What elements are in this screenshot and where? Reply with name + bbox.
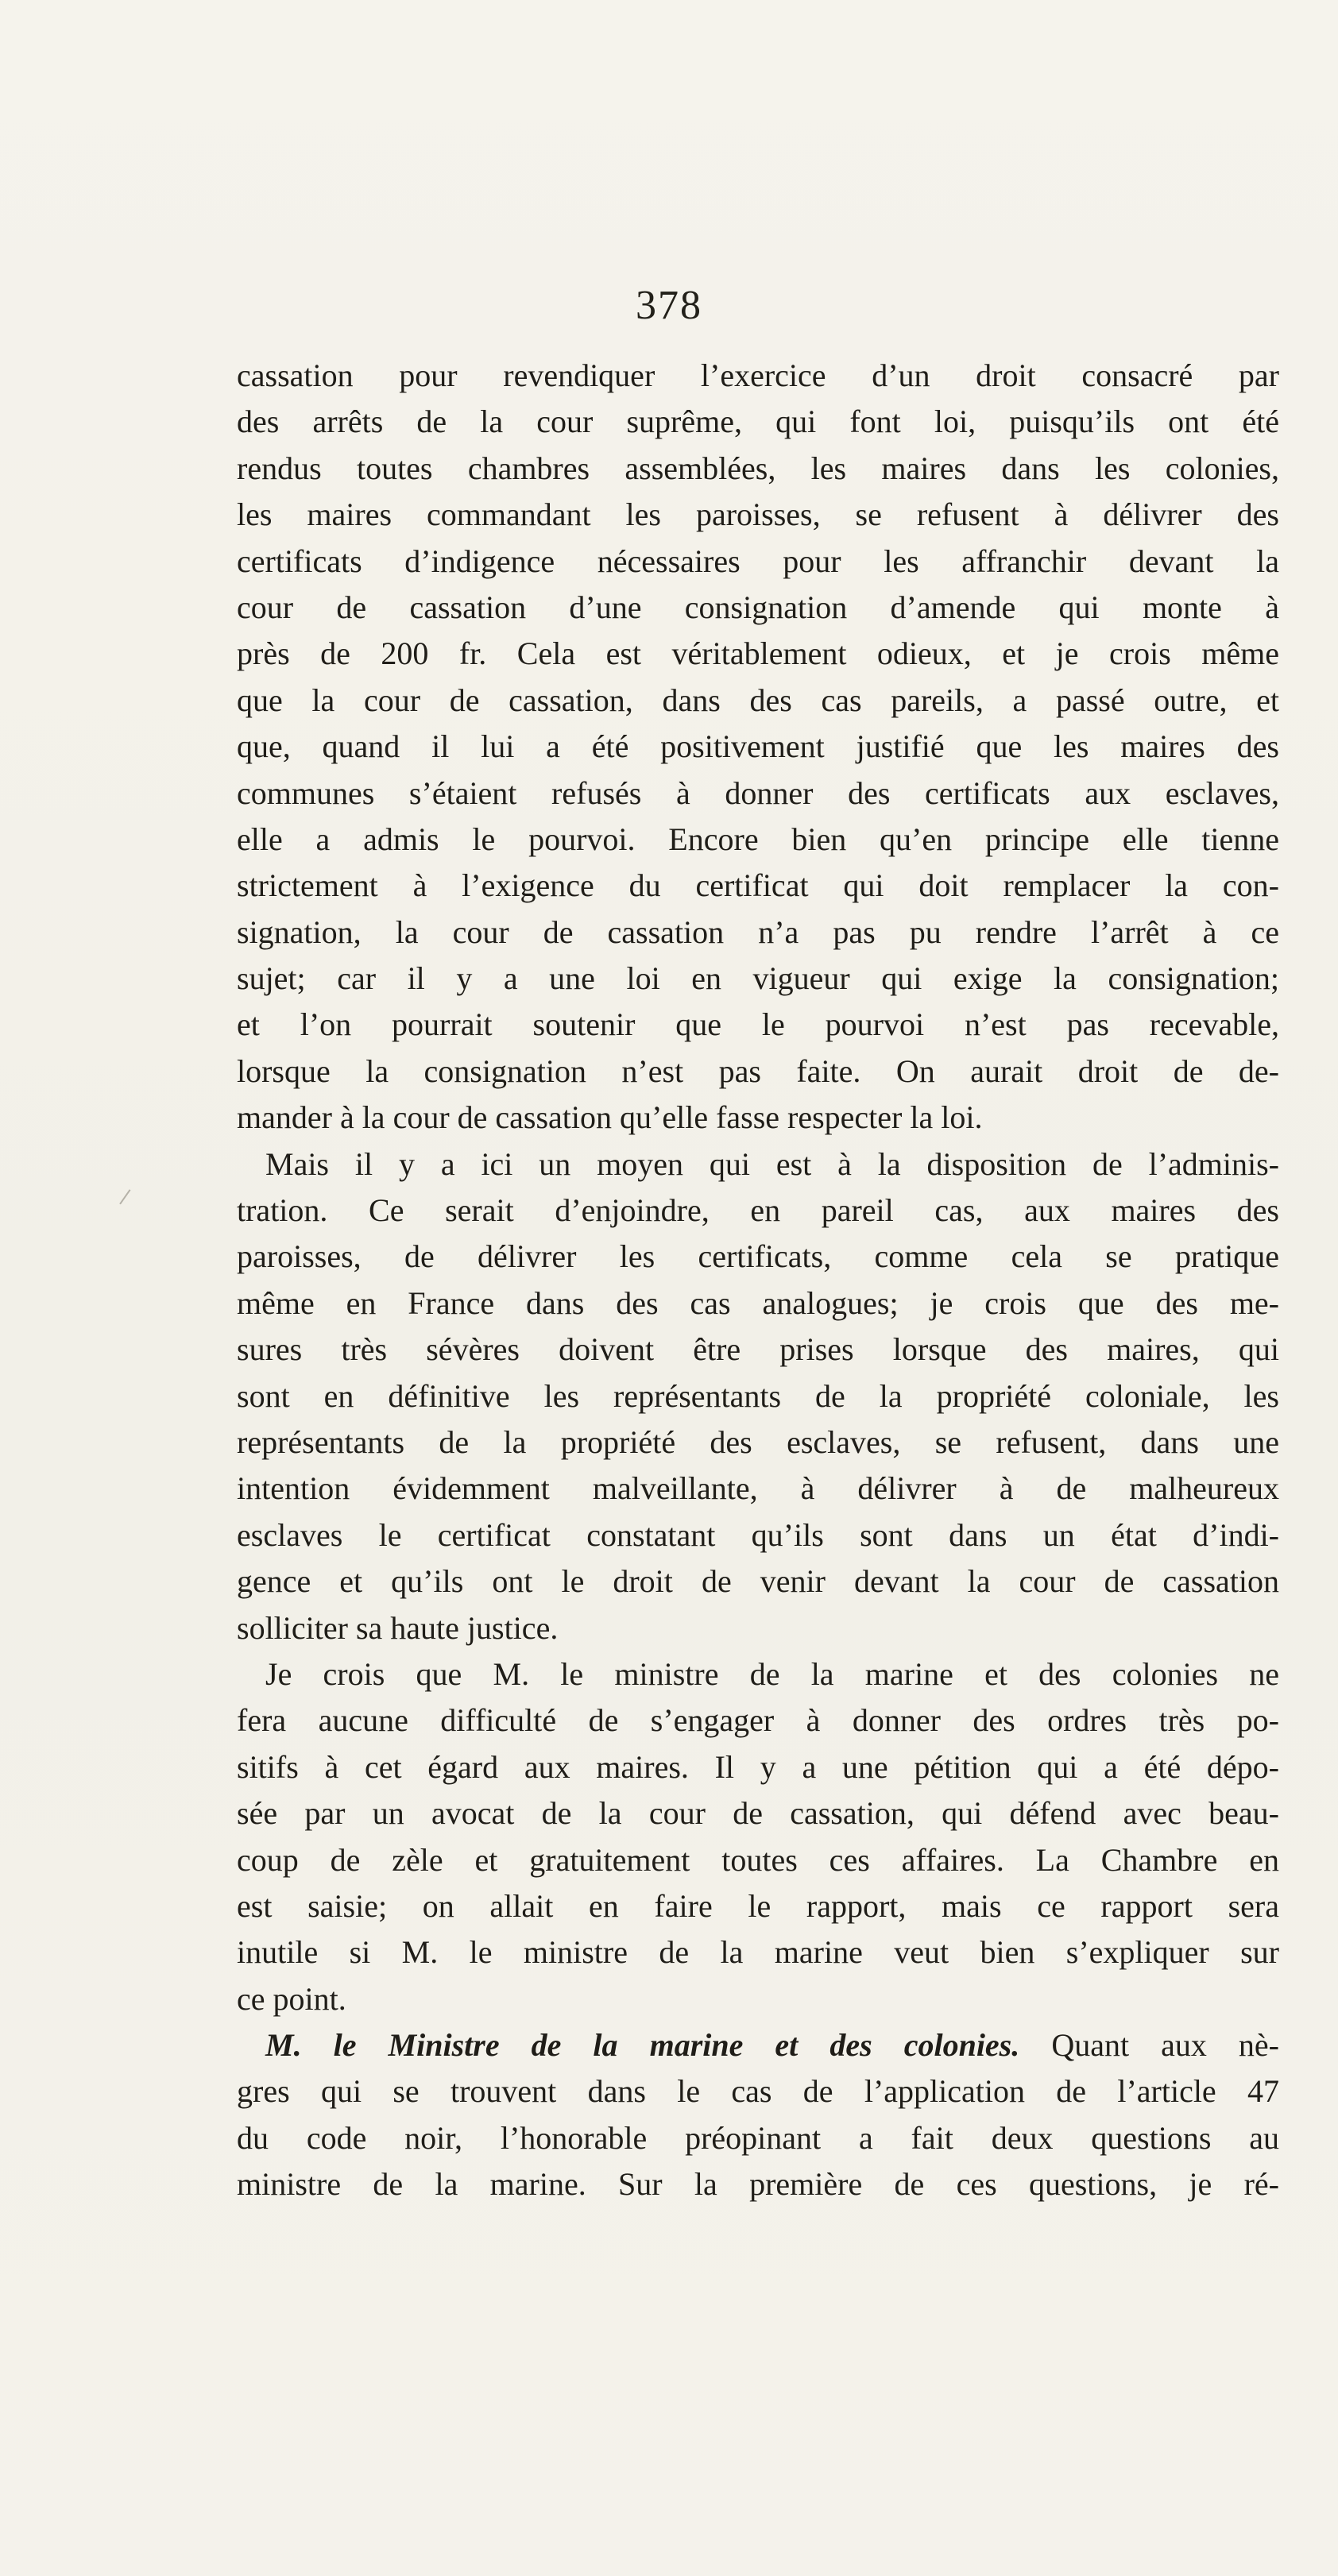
text-line: que la cour de cassation, dans des cas pareils, a passé outre, et — [237, 682, 1279, 718]
text-line: sée par un avocat de la cour de cassation, qui défend avec beau- — [237, 1795, 1279, 1832]
text-line: signation, la cour de cassation n’a pas pu rendre l’arrêt à ce — [237, 913, 1279, 950]
text-line: rendus toutes chambres assemblées, les maires dans les colonies, — [237, 450, 1279, 486]
text-line: inutile si M. le ministre de la marine veut bien s’expliquer sur — [237, 1934, 1279, 1971]
text-line: sujet; car il y a une loi en vigueur qui exige la consignation; — [237, 960, 1279, 997]
text-line: sitifs à cet égard aux maires. Il y a une pétition qui a été dépo- — [237, 1748, 1279, 1785]
text-line: tration. Ce serait d’enjoindre, en pareil cas, aux maires des — [237, 1192, 1279, 1229]
text-line: fera aucune difficulté de s’engager à donner des ordres très po- — [237, 1702, 1279, 1739]
text-line: lorsque la consignation n’est pas faite. On aurait droit de de- — [237, 1052, 1279, 1089]
text-line: gence et qu’ils ont le droit de venir devant la cour de cassation — [237, 1563, 1279, 1600]
margin-pencil-mark — [119, 1189, 133, 1206]
speaker-line — [237, 2022, 1279, 2068]
text-line: solliciter sa haute justice. — [237, 1609, 559, 1646]
text-line: esclaves le certificat constatant qu’ils sont dans un état d’indi- — [237, 1516, 1279, 1553]
text-line: des arrêts de la cour suprême, qui font loi, puisqu’ils ont été — [237, 404, 1279, 440]
text-line: paroisses, de délivrer les certificats, comme cela se pratique — [237, 1238, 1279, 1275]
text-line: les maires commandant les paroisses, se refusent à délivrer des — [237, 496, 1279, 533]
text-line: près de 200 fr. Cela est véritablement odieux, et je crois même — [237, 635, 1279, 672]
text-line: coup de zèle et gratuitement toutes ces affaires. La Chambre en — [237, 1841, 1279, 1878]
speaker-name: M. le Ministre de la marine et des colonies. — [265, 2027, 1020, 2064]
text-line: ce point. — [237, 1980, 346, 2017]
text-line: et l’on pourrait soutenir que le pourvoi n’est pas recevable, — [237, 1006, 1279, 1043]
text-line: sont en définitive les représentants de la propriété coloniale, les — [237, 1377, 1279, 1414]
text-line: même en France dans des cas analogues; je crois que des me- — [237, 1284, 1279, 1321]
text-line: ministre de la marine. Sur la première de ces questions, je ré- — [237, 2166, 1279, 2203]
text-line: cour de cassation d’une consignation d’amende qui monte à — [237, 589, 1279, 625]
text-line: mander à la cour de cassation qu’elle fasse respecter la loi. — [237, 1099, 983, 1136]
speaker-line-text: Quant aux nè- — [1019, 2027, 1279, 2064]
text-line: intention évidemment malveillante, à délivrer à de malheureux — [237, 1470, 1279, 1507]
text-line: est saisie; on allait en faire le rapport, mais ce rapport sera — [237, 1887, 1279, 1924]
page-number: 378 — [636, 283, 702, 328]
text-line: communes s’étaient refusés à donner des certificats aux esclaves, — [237, 774, 1279, 811]
text-line: certificats d’indigence nécessaires pour les affranchir devant la — [237, 543, 1279, 579]
text-line: cassation pour revendiquer l’exercice d’un droit consacré par — [237, 357, 1279, 393]
text-line: Mais il y a ici un moyen qui est à la disposition de l’adminis- — [265, 1145, 1279, 1182]
text-line: elle a admis le pourvoi. Encore bien qu’en principe elle tienne — [237, 821, 1279, 857]
body-text — [237, 353, 1279, 2208]
text-line: strictement à l’exigence du certificat qui doit remplacer la con- — [237, 867, 1279, 904]
text-line: du code noir, l’honorable préopinant a fait deux questions au — [237, 2119, 1279, 2156]
text-line: représentants de la propriété des esclaves, se refusent, dans une — [237, 1423, 1279, 1460]
text-line: sures très sévères doivent être prises lorsque des maires, qui — [237, 1331, 1279, 1368]
text-line: que, quand il lui a été positivement justifié que les maires des — [237, 728, 1279, 765]
text-line: gres qui se trouvent dans le cas de l’application de l’article 47 — [237, 2073, 1279, 2110]
text-line: Je crois que M. le ministre de la marine et des colonies ne — [265, 1655, 1279, 1692]
